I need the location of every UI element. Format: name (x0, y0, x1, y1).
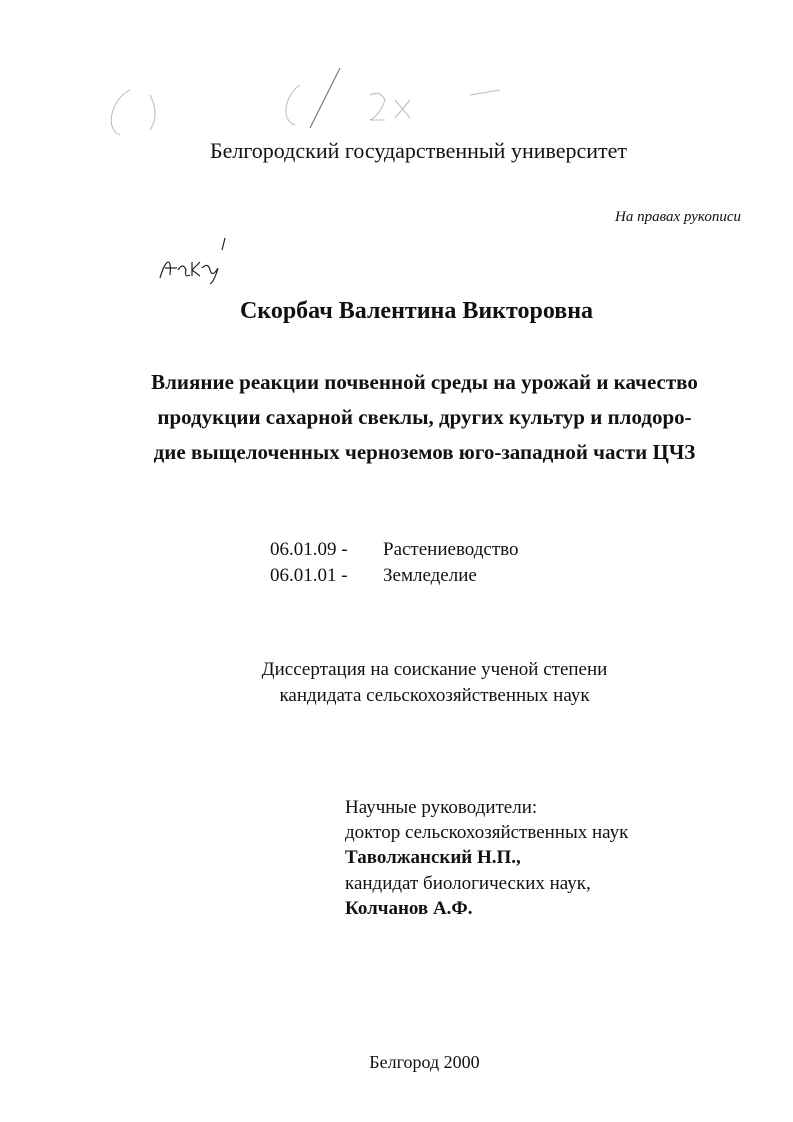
specialty-name: Земледелие (383, 565, 477, 586)
supervisor-degree: доктор сельскохозяйственных наук (345, 822, 629, 843)
dissertation-line: Диссертация на соискание ученой степени (261, 659, 608, 680)
specialty-code: 06.01.01 - (270, 565, 348, 586)
supervisor-name: Колчанов А.Ф. (345, 898, 473, 919)
signature (160, 238, 225, 284)
specialty-code: 06.01.09 - (270, 539, 348, 560)
faint-handwritten-number (111, 68, 500, 135)
author-name: Скорбач Валентина Викторовна (239, 298, 594, 324)
specialty-name: Растениеводство (383, 539, 519, 560)
rights-note: На правах рукописи (615, 209, 741, 225)
university-name: Белгородский государственный университет (209, 138, 628, 163)
thesis-title-line: Влияние реакции почвенной среды на урожай и качество (151, 370, 698, 394)
thesis-title-line: дие выщелоченных черноземов юго-западной части ЦЧЗ (153, 440, 696, 464)
supervisor-name: Таволжанский Н.П., (345, 847, 521, 868)
supervisors-heading: Научные руководители: (345, 797, 538, 818)
supervisor-degree: кандидат биологических наук, (345, 873, 591, 894)
thesis-title-line: продукции сахарной свеклы, других культур и плодоро- (157, 405, 692, 429)
dissertation-line: кандидата сельскохозяйственных наук (279, 685, 590, 706)
city-year: Белгород 2000 (369, 1052, 480, 1072)
